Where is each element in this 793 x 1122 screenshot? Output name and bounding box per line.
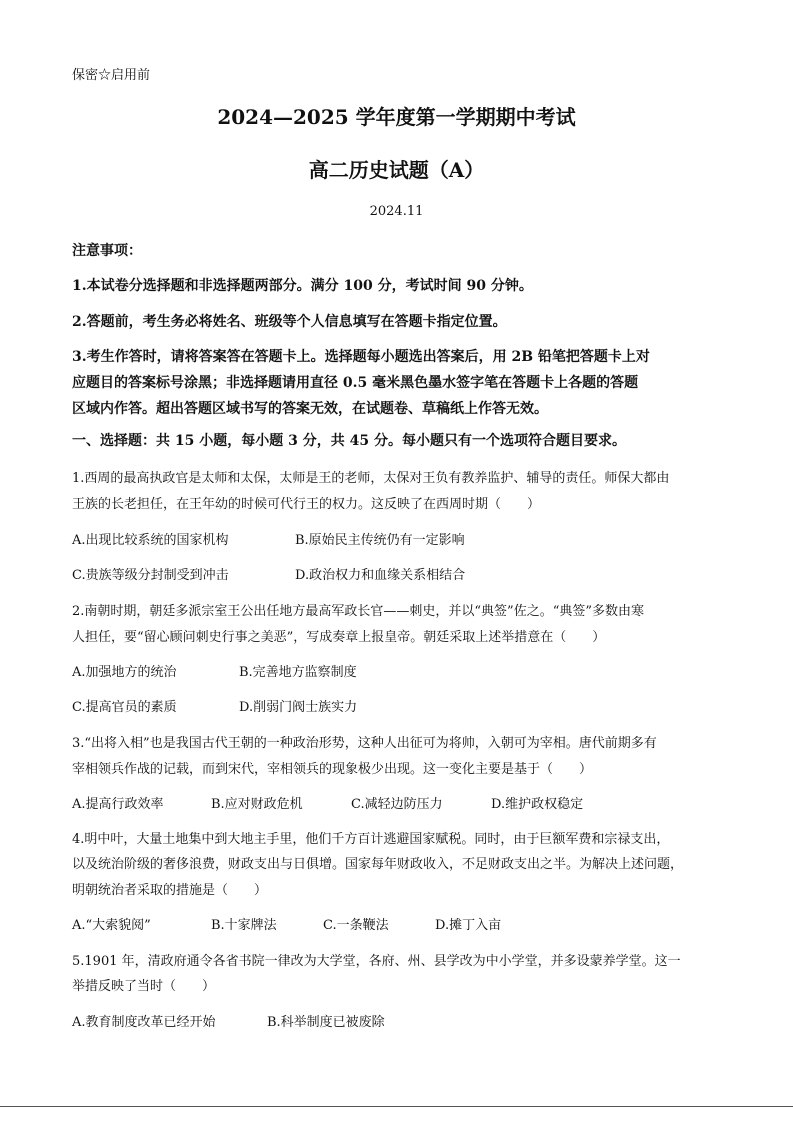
question-2-option-b: B.完善地方监察制度 [239,665,357,680]
confidential-mark: 保密☆启用前 [72,68,151,83]
notice-item-3-line-2: 应题目的答案标号涂黑；非选择题请用直径 0.5 毫米黑色墨水签字笔在答题卡上各题的答题 [72,375,639,391]
question-3-option-b: B.应对财政危机 [211,797,303,812]
question-3-option-d: D.维护政权稳定 [491,797,584,812]
question-4-option-b: B.十家牌法 [211,918,277,933]
question-1-option-b: B.原始民主传统仍有一定影响 [295,533,465,548]
question-4-line-2: 以及统治阶级的奢侈浪费，财政支出与日俱增。国家每年财政收入，不足财政支出之半。为解决上述问题， [72,857,684,872]
question-4-line-3: 明朝统治者采取的措施是（ ） [72,883,268,898]
notice-heading: 注意事项： [72,243,142,259]
question-2-option-d: D.削弱门阀士族实力 [239,700,358,715]
notice-item-3-line-1: 3.考生作答时，请将答案答在答题卡上。选择题每小题选出答案后，用 2B 铅笔把答题卡上对 [72,349,650,365]
question-5-option-a: A.教育制度改革已经开始 [72,1015,216,1030]
question-2-option-c: C.提高官员的素质 [72,700,177,715]
notice-item-3-line-3: 区域内作答。超出答题区域书写的答案无效，在试题卷、草稿纸上作答无效。 [72,401,548,417]
question-4-line-1: 4.明中叶，大量土地集中到大地主手里，他们千方百计逃避国家赋税。同时，由于巨额军费和宗禄支出， [72,832,670,847]
page-bottom-divider [0,1106,793,1107]
question-2-option-a: A.加强地方的统治 [72,665,177,680]
question-1-option-a: A.出现比较系统的国家机构 [72,533,229,548]
exam-title: 2024—2025 学年度第一学期期中考试 [217,105,576,129]
exam-subtitle: 高二历史试题（A） [308,158,485,182]
question-5-line-1: 5.1901 年，清政府通令各省书院一律改为大学堂，各府、州、县学改为中小学堂，并多设蒙养学堂。这一 [72,954,681,969]
section-heading: 一、选择题：共 15 小题，每小题 3 分，共 45 分。每小题只有一个选项符合题目要求。 [72,433,626,449]
question-3-option-a: A.提高行政效率 [72,797,164,812]
question-1-option-d: D.政治权力和血缘关系相结合 [295,568,466,583]
question-3-line-1: 3.“出将入相”也是我国古代王朝的一种政治形势，这种人出征可为将帅，入朝可为宰相。唐代前期多有 [72,736,657,751]
question-5-line-2: 举措反映了当时（ ） [72,979,216,994]
notice-item-2: 2.答题前，考生务必将姓名、班级等个人信息填写在答题卡指定位置。 [72,314,507,330]
question-1-option-c: C.贵族等级分封制受到冲击 [72,568,229,583]
exam-date: 2024.11 [369,204,424,219]
question-2-line-1: 2.南朝时期，朝廷多派宗室王公出任地方最高军政长官——刺史，并以“典签”佐之。“典签”多数由寒 [72,604,644,619]
question-3-line-2: 宰相领兵作战的记载，而到宋代，宰相领兵的现象极少出现。这一变化主要是基于（ ） [72,762,593,777]
question-1-line-1: 1.西周的最高执政官是太师和太保，太师是王的老师，太保对王负有教养监护、辅导的责任。师保大都由 [72,471,670,486]
question-4-option-d: D.摊丁入亩 [435,918,502,933]
question-2-line-2: 人担任，要“留心顾问刺史行事之美恶”，写成奏章上报皇帝。朝廷采取上述举措意在（ ） [72,630,606,645]
question-1-line-2: 王族的长老担任，在王年幼的时候可代行王的权力。这反映了在西周时期（ ） [72,497,541,512]
question-4-option-c: C.一条鞭法 [323,918,389,933]
question-3-option-c: C.减轻边防压力 [351,797,443,812]
question-5-option-b: B.科举制度已被废除 [267,1015,385,1030]
question-4-option-a: A.“大索貌阅” [72,918,151,933]
notice-item-1: 1.本试卷分选择题和非选择题两部分。满分 100 分，考试时间 90 分钟。 [72,278,533,294]
